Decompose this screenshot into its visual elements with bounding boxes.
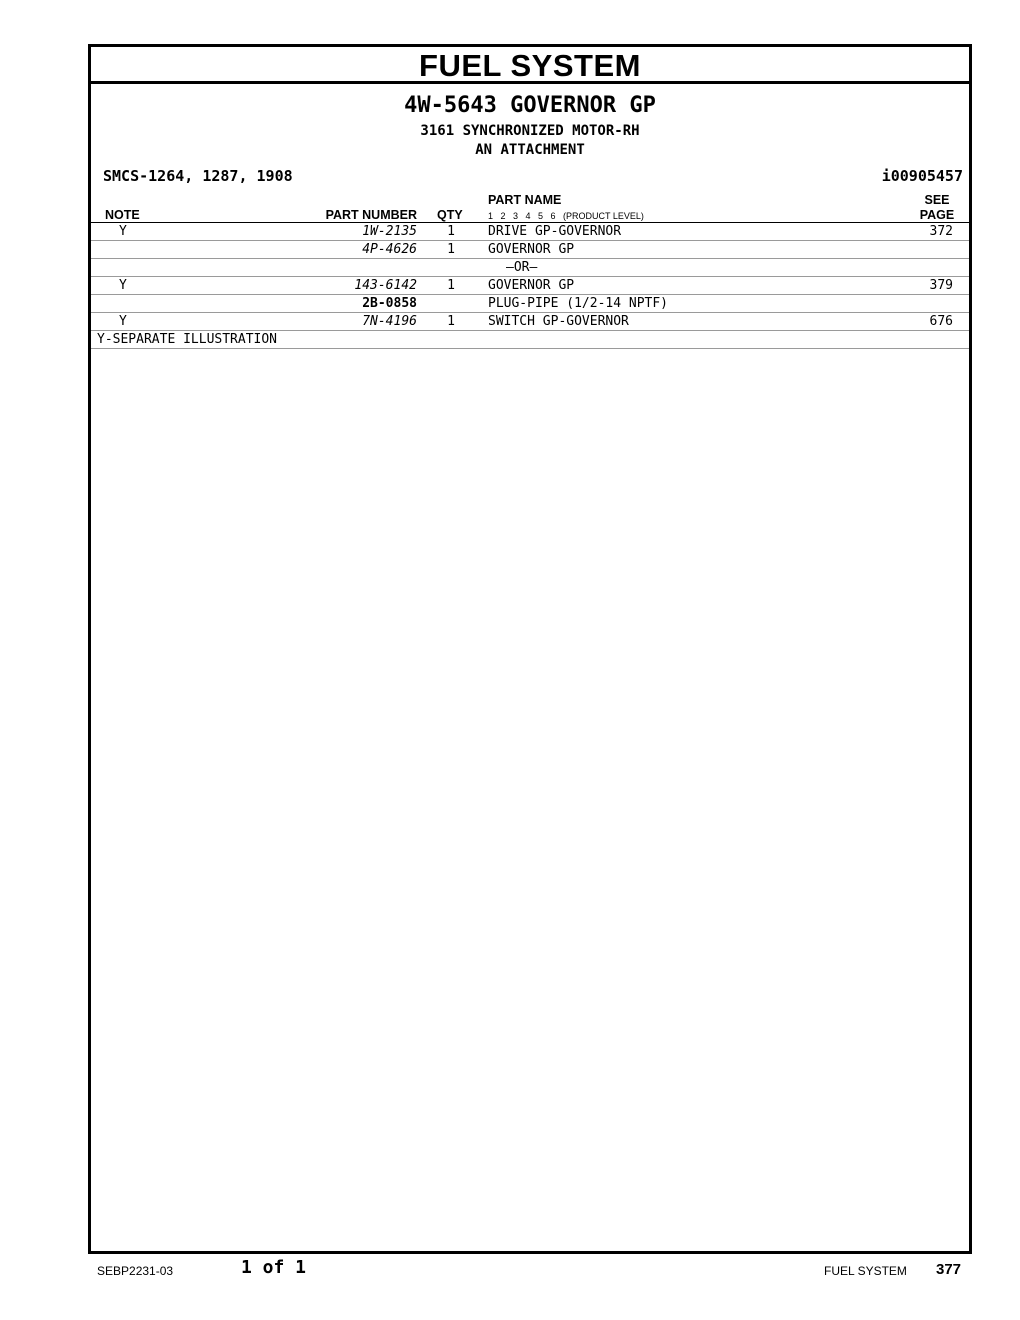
row-qty: 1 [447,314,455,329]
row-part-number: 2B-0858 [362,296,417,311]
table-row [91,223,969,241]
parts-table [91,223,969,349]
footnote-row [91,331,969,349]
header-qty: QTY [437,208,463,222]
table-row [91,277,969,295]
subtitle-line-2: AN ATTACHMENT [475,142,585,158]
row-qty: 1 [447,224,455,239]
illustration-id: i00905457 [881,167,963,185]
header-note: NOTE [105,208,140,222]
row-see-page: 379 [929,278,953,293]
subtitle-line-1: 3161 SYNCHRONIZED MOTOR-RH [420,123,640,139]
page-frame [88,44,972,1254]
row-part-number: 1W-2135 [362,224,417,239]
section-title [91,47,969,84]
row-see-page: 372 [929,224,953,239]
header-part-number: PART NUMBER [325,208,417,222]
group-title: 4W-5643 GOVERNOR GP [404,93,656,118]
row-part-number: 143-6142 [354,278,417,293]
row-part-number: 4P-4626 [362,242,417,257]
smcs-codes: SMCS-1264, 1287, 1908 [103,167,293,185]
document-id: SEBP2231-03 [97,1264,174,1278]
row-part-name: GOVERNOR GP [488,242,575,257]
row-note: Y [119,314,127,329]
table-row [91,241,969,259]
row-part-number: 7N-4196 [362,314,417,329]
page-number: 377 [936,1261,962,1278]
row-note: Y [119,224,127,239]
header-page: PAGE [919,208,955,222]
header-product-levels: 1 2 3 4 5 6 (PRODUCT LEVEL) [488,211,644,221]
footnote: Y-SEPARATE ILLUSTRATION [97,332,278,347]
page-of: 1 of 1 [241,1257,307,1278]
footer-section: FUEL SYSTEM [824,1264,907,1278]
table-row [91,295,969,313]
row-qty: 1 [447,278,455,293]
header-see: SEE [924,193,950,207]
row-part-name: PLUG-PIPE (1/2-14 NPTF) [488,296,669,311]
row-part-name: DRIVE GP-GOVERNOR [488,224,622,239]
row-qty: 1 [447,242,455,257]
row-see-page: 676 [929,314,953,329]
row-part-name: —OR— [506,260,538,275]
row-note: Y [119,278,127,293]
table-row-or [91,259,969,277]
table-row [91,313,969,331]
header-part-name: PART NAME [488,193,562,207]
row-part-name: SWITCH GP-GOVERNOR [488,314,629,329]
section-title-text: FUEL SYSTEM [419,48,641,83]
row-part-name: GOVERNOR GP [488,278,575,293]
